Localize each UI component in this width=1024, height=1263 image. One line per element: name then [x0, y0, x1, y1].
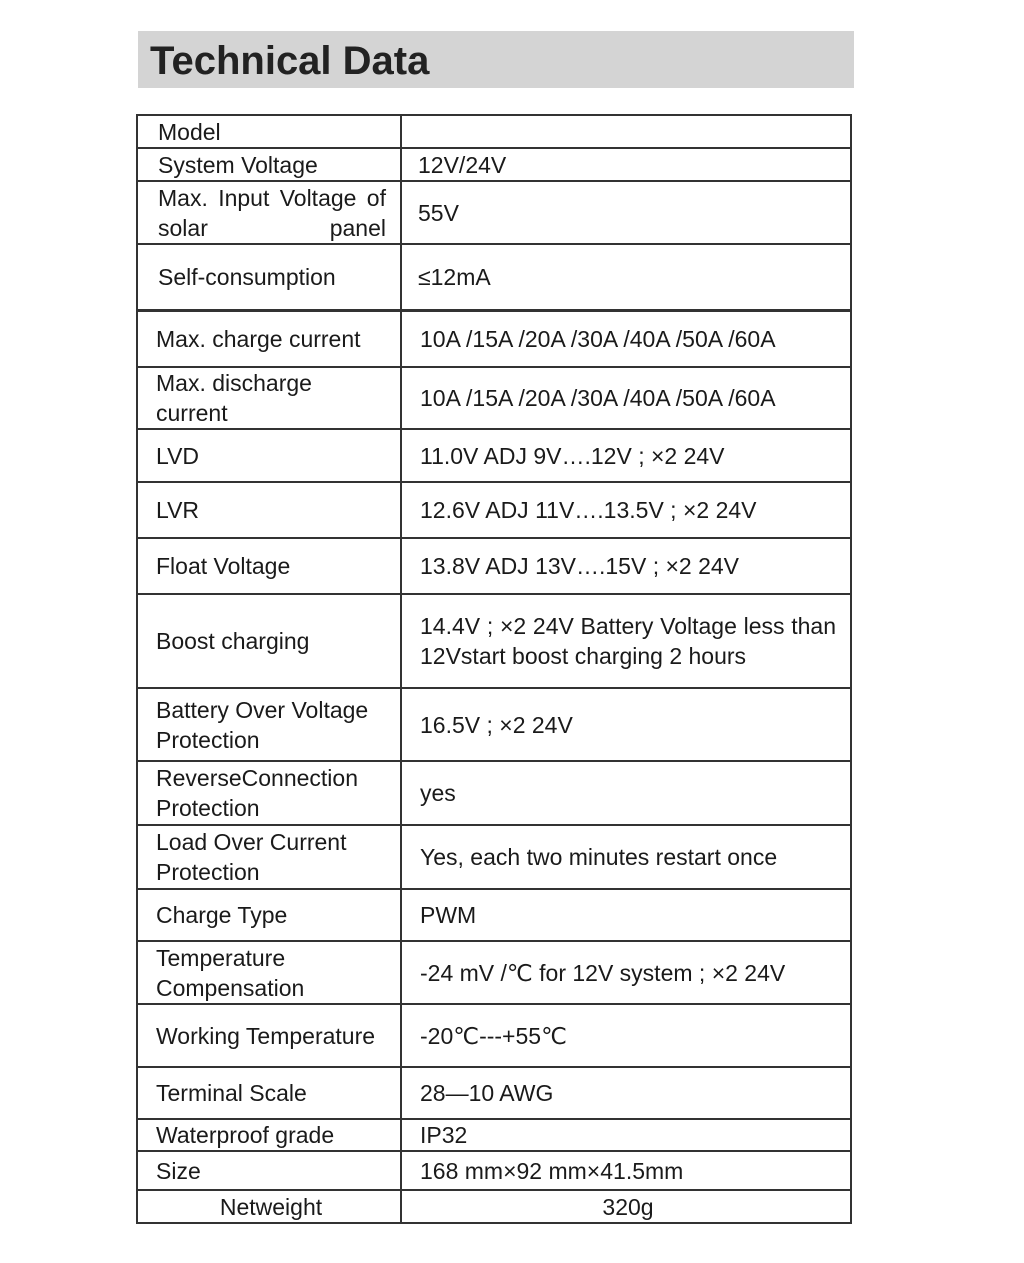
table-row: [137, 941, 851, 1004]
table-row: [137, 538, 851, 594]
table-row: [137, 1067, 851, 1119]
row-value: 10A /15A /20A /30A /40A /50A /60A: [401, 311, 851, 367]
row-label: Max. discharge current: [137, 367, 401, 429]
table-row: [137, 181, 851, 244]
table-row: [137, 429, 851, 482]
table-row: [137, 1190, 851, 1223]
table-row: [137, 1119, 851, 1151]
row-label: Model: [137, 115, 401, 148]
row-value: [401, 115, 851, 148]
table-row: [137, 1151, 851, 1190]
table-row: [137, 1004, 851, 1067]
row-label: Max. Input Voltage of solar panel: [137, 181, 401, 244]
row-label: Size: [137, 1151, 401, 1190]
row-value: 13.8V ADJ 13V….15V ; ×2 24V: [401, 538, 851, 594]
spec-table-main: [136, 310, 852, 1224]
row-label: Boost charging: [137, 594, 401, 688]
row-label: Temperature Compensation: [137, 941, 401, 1004]
row-label: Terminal Scale: [137, 1067, 401, 1119]
table-row: [137, 688, 851, 761]
row-label: Load Over Current Protection: [137, 825, 401, 889]
row-value: 16.5V ; ×2 24V: [401, 688, 851, 761]
table-row: [137, 761, 851, 825]
row-label: System Voltage: [137, 148, 401, 181]
row-value: 12.6V ADJ 11V….13.5V ; ×2 24V: [401, 482, 851, 538]
row-label: LVR: [137, 482, 401, 538]
row-label: LVD: [137, 429, 401, 482]
table-row: [137, 825, 851, 889]
table-row: [137, 889, 851, 941]
page-title: Technical Data: [150, 39, 430, 83]
row-value: 10A /15A /20A /30A /40A /50A /60A: [401, 367, 851, 429]
row-label: ReverseConnection Protection: [137, 761, 401, 825]
row-value: 12V/24V: [401, 148, 851, 181]
row-value: IP32: [401, 1119, 851, 1151]
row-value: 168 mm×92 mm×41.5mm: [401, 1151, 851, 1190]
row-value: 14.4V ; ×2 24V Battery Voltage less than 12Vstart boost charging 2 hours: [401, 594, 851, 688]
row-label: Battery Over Voltage Protection: [137, 688, 401, 761]
row-value: PWM: [401, 889, 851, 941]
row-value: 55V: [401, 181, 851, 244]
row-value: 320g: [401, 1190, 851, 1223]
spec-table-top: [136, 114, 852, 311]
row-value: Yes, each two minutes restart once: [401, 825, 851, 889]
table-row: [137, 482, 851, 538]
table-row: [137, 115, 851, 148]
row-value: yes: [401, 761, 851, 825]
table-row: [137, 594, 851, 688]
row-value: 28—10 AWG: [401, 1067, 851, 1119]
row-value: 11.0V ADJ 9V….12V ; ×2 24V: [401, 429, 851, 482]
row-label: Waterproof grade: [137, 1119, 401, 1151]
row-label: Charge Type: [137, 889, 401, 941]
table-row: [137, 367, 851, 429]
row-value: ≤12mA: [401, 244, 851, 310]
row-label: Max. charge current: [137, 311, 401, 367]
table-row: [137, 148, 851, 181]
row-label: Float Voltage: [137, 538, 401, 594]
row-value: -24 mV /℃ for 12V system ; ×2 24V: [401, 941, 851, 1004]
row-label: Self-consumption: [137, 244, 401, 310]
table-row: [137, 311, 851, 367]
row-label: Netweight: [137, 1190, 401, 1223]
row-label: Working Temperature: [137, 1004, 401, 1067]
row-value: -20℃---+55℃: [401, 1004, 851, 1067]
title-bar: [138, 31, 854, 88]
table-row: [137, 244, 851, 310]
